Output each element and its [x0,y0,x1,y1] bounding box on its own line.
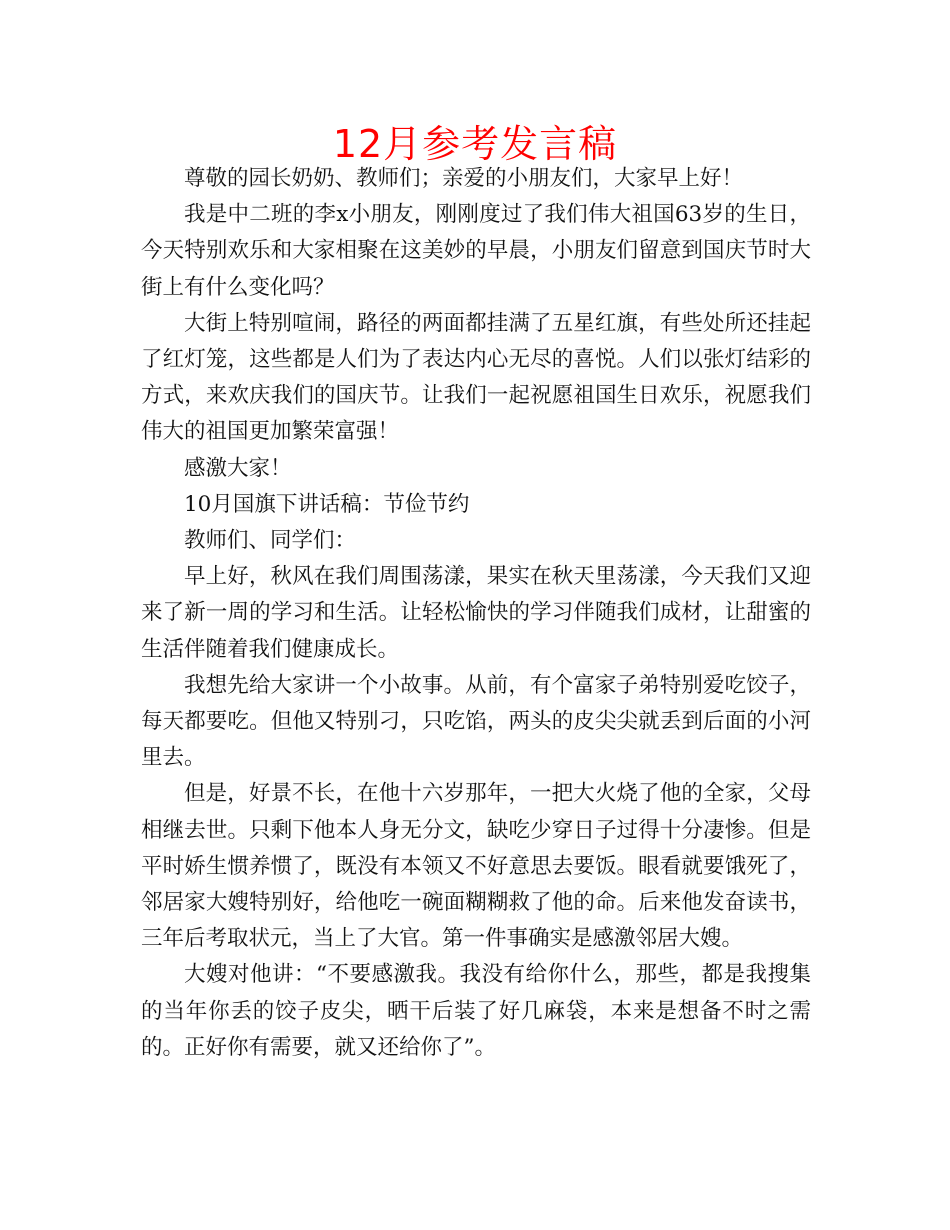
paragraph-national-day: 大街上特别喧闹，路径的两面都挂满了五星红旗，有些处所还挂起了红灯笼，这些都是人们为了表达内心无尽的喜悦。人们以张灯结彩的方式，来欢庆我们的国庆节。让我们一起祝愿祖国生日欢乐，祝愿我们伟大的祖国更加繁荣富强！ [141,310,811,445]
paragraph-story-opening: 我想先给大家讲一个小故事。从前，有个富家子弟特别爱吃饺子，每天都要吃。但他又特别刁，只吃馅，两头的皮尖尖就丢到后面的小河里去。 [141,672,811,771]
paragraph-audience: 教师们、同学们： [184,528,357,554]
paragraph-speech-heading: 10月国旗下讲话稿：节俭节约 [184,491,470,517]
paragraph-introduction: 我是中二班的李x小朋友，刚刚度过了我们伟大祖国63岁的生日，今天特别欢乐和大家相聚在这美妙的早晨，小朋友们留意到国庆节时大街上有什么变化吗？ [141,202,811,300]
document-title: 12月参考发言稿 [332,122,618,166]
paragraph-story-ending: 大嫂对他讲：“不要感激我。我没有给你什么，那些，都是我搜集的当年你丢的饺子皮尖，晒干后装了好几麻袋，本来是想备不时之需的。正好你有需要，就又还给你了”。 [141,962,811,1060]
paragraph-story-middle: 但是，好景不长，在他十六岁那年，一把大火烧了他的全家，父母相继去世。只剩下他本人身无分文，缺吃少穿日子过得十分凄惨。但是平时娇生惯养惯了，既没有本领又不好意思去要饭。眼看就要饿死了，邻居家大嫂特别好，给他吃一碗面糊糊救了他的命。后来他发奋读书，三年后考取状元，当上了大官。第一件事确实是感激邻居大嫂。 [141,781,811,952]
paragraph-thanks: 感激大家！ [184,455,292,481]
paragraph-morning-greeting: 早上好，秋风在我们周围荡漾，果实在秋天里荡漾，今天我们又迎来了新一周的学习和生活。让轻松愉快的学习伴随我们成材，让甜蜜的生活伴随着我们健康成长。 [141,564,811,662]
paragraph-greeting: 尊敬的园长奶奶、教师们；亲爱的小朋友们，大家早上好！ [184,166,744,191]
document-body [141,161,811,1066]
